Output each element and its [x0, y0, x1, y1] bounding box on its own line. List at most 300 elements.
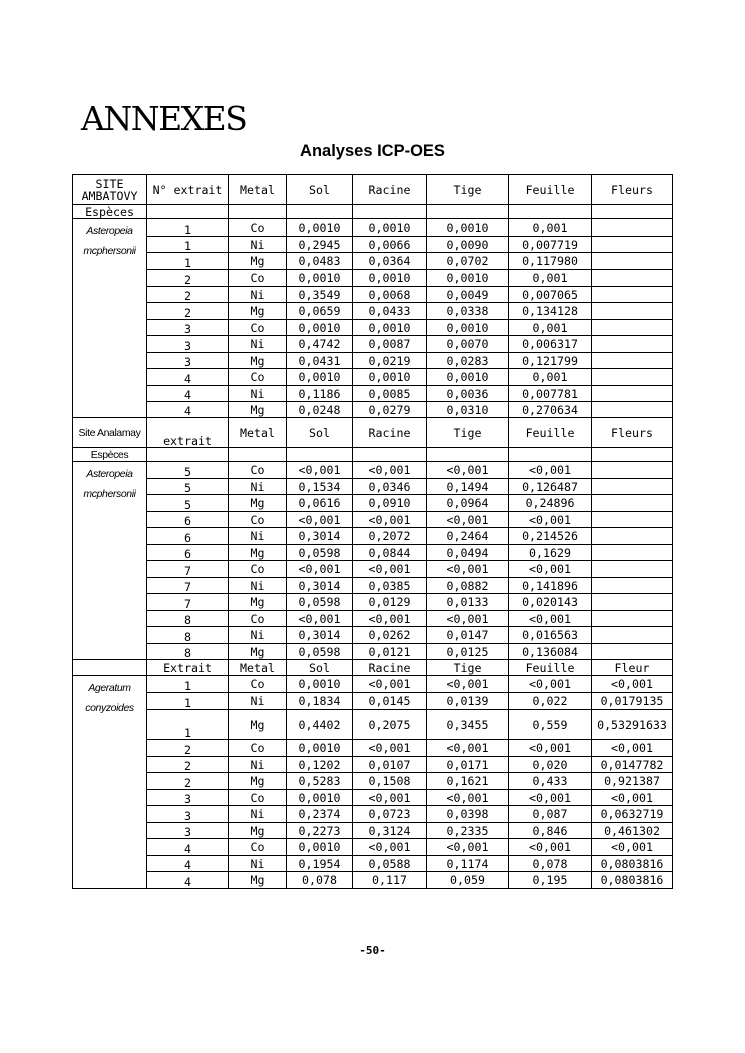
empty-cell: [509, 205, 592, 219]
sol-cell: 0,2273: [287, 823, 353, 839]
sol-cell: 0,0598: [287, 594, 353, 611]
tige-cell: 0,1621: [427, 773, 509, 790]
sol-cell: 0,0616: [287, 495, 353, 512]
fleur-cell: [592, 545, 673, 561]
tige-cell: <0,001: [427, 512, 509, 528]
sol-cell: 0,1834: [287, 693, 353, 710]
tige-cell: 0,0070: [427, 336, 509, 353]
fleur-cell: <0,001: [592, 839, 673, 856]
species-cell: Ageratum conyzoides: [73, 676, 147, 889]
fleur-cell: [592, 578, 673, 594]
fleur-cell: <0,001: [592, 740, 673, 757]
especes-label: Espèces: [73, 205, 147, 219]
tige-cell: 0,059: [427, 872, 509, 889]
table-row: [73, 740, 673, 757]
fleur-cell: [592, 627, 673, 644]
metal-cell: Mg: [229, 823, 287, 839]
tige-cell: 0,0010: [427, 369, 509, 386]
fleur-cell: 0,0632719: [592, 806, 673, 823]
tige-cell: <0,001: [427, 740, 509, 757]
site-header: SITE AMBATOVY: [73, 175, 147, 205]
species-cell: Asteropeia mcphersonii: [73, 462, 147, 660]
feuille-cell: 0,559: [509, 710, 592, 740]
tige-cell: 0,1174: [427, 856, 509, 872]
table-row: [73, 839, 673, 856]
racine-cell: <0,001: [353, 512, 427, 528]
extrait-cell: 6: [147, 512, 229, 528]
sol-cell: 0,1534: [287, 479, 353, 495]
table-row: [73, 676, 673, 693]
empty-cell: [287, 448, 353, 462]
feuille-cell: 0,001: [509, 270, 592, 287]
racine-cell: 0,0433: [353, 303, 427, 320]
table-row: [73, 644, 673, 660]
racine-cell: 0,0145: [353, 693, 427, 710]
empty-cell: [353, 205, 427, 219]
extrait-cell: 8: [147, 611, 229, 627]
fleur-cell: [592, 287, 673, 303]
sol-cell: <0,001: [287, 611, 353, 627]
fleur-cell: [592, 353, 673, 369]
extrait-cell: 2: [147, 773, 229, 790]
table-row: [73, 773, 673, 790]
table-row: [73, 823, 673, 839]
metal-header: Metal: [229, 175, 287, 205]
fleur-cell: [592, 479, 673, 495]
fleur-cell: <0,001: [592, 790, 673, 806]
tige-cell: 0,0494: [427, 545, 509, 561]
table-row: [73, 495, 673, 512]
metal-cell: Mg: [229, 710, 287, 740]
tige-cell: 0,0702: [427, 253, 509, 270]
racine-cell: 0,0068: [353, 287, 427, 303]
racine-cell: 0,0121: [353, 644, 427, 660]
tige-cell: 0,0882: [427, 578, 509, 594]
extrait-cell: 5: [147, 495, 229, 512]
tige-cell: <0,001: [427, 839, 509, 856]
tige-cell: 0,0139: [427, 693, 509, 710]
extrait-cell: 5: [147, 479, 229, 495]
sol-cell: <0,001: [287, 512, 353, 528]
racine-cell: 0,0066: [353, 237, 427, 253]
empty-cell: [592, 448, 673, 462]
feuille-cell: <0,001: [509, 611, 592, 627]
empty-cell: [427, 448, 509, 462]
metal-cell: Ni: [229, 693, 287, 710]
fleur-header: Fleurs: [592, 175, 673, 205]
extrait-header: extrait: [147, 418, 229, 448]
racine-cell: <0,001: [353, 561, 427, 578]
tige-cell: 0,0010: [427, 219, 509, 237]
fleur-cell: [592, 320, 673, 336]
racine-cell: 0,1508: [353, 773, 427, 790]
metal-cell: Mg: [229, 253, 287, 270]
extrait-cell: 4: [147, 839, 229, 856]
racine-cell: <0,001: [353, 462, 427, 479]
racine-cell: 0,0364: [353, 253, 427, 270]
feuille-cell: 0,006317: [509, 336, 592, 353]
extrait-cell: 3: [147, 790, 229, 806]
metal-cell: Ni: [229, 287, 287, 303]
racine-cell: 0,0723: [353, 806, 427, 823]
fleur-cell: [592, 386, 673, 402]
table-row: [73, 336, 673, 353]
extrait-cell: 1: [147, 253, 229, 270]
table-row: [73, 856, 673, 872]
feuille-cell: <0,001: [509, 676, 592, 693]
sol-header: Sol: [287, 175, 353, 205]
fleur-cell: 0,921387: [592, 773, 673, 790]
racine-cell: 0,0346: [353, 479, 427, 495]
sol-cell: 0,1186: [287, 386, 353, 402]
sol-cell: 0,5283: [287, 773, 353, 790]
sol-cell: 0,4402: [287, 710, 353, 740]
metal-cell: Co: [229, 561, 287, 578]
empty-cell: [229, 205, 287, 219]
empty-cell: [229, 448, 287, 462]
extrait-cell: 8: [147, 627, 229, 644]
fleur-cell: 0,0803816: [592, 872, 673, 889]
sol-cell: 0,0010: [287, 676, 353, 693]
metal-cell: Co: [229, 839, 287, 856]
fleur-cell: [592, 594, 673, 611]
fleur-cell: [592, 336, 673, 353]
tige-header: Tige: [427, 175, 509, 205]
feuille-cell: <0,001: [509, 740, 592, 757]
empty-cell: [73, 660, 147, 676]
fleur-cell: [592, 402, 673, 418]
tige-cell: 0,0010: [427, 270, 509, 287]
extrait-cell: 7: [147, 561, 229, 578]
table-row: [73, 386, 673, 402]
racine-cell: 0,0010: [353, 270, 427, 287]
sol-cell: 0,3014: [287, 578, 353, 594]
extrait-cell: 6: [147, 528, 229, 545]
icp-oes-table: [72, 174, 673, 889]
feuille-cell: 0,022: [509, 693, 592, 710]
tige-cell: 0,0036: [427, 386, 509, 402]
table-row: [73, 528, 673, 545]
racine-cell: <0,001: [353, 790, 427, 806]
sol-header: Sol: [287, 660, 353, 676]
tige-cell: <0,001: [427, 561, 509, 578]
species-cell: Asteropeia mcphersonii: [73, 219, 147, 418]
racine-header: Racine: [353, 660, 427, 676]
extrait-cell: 6: [147, 545, 229, 561]
tige-cell: 0,0010: [427, 320, 509, 336]
racine-cell: 0,2072: [353, 528, 427, 545]
sol-cell: 0,0598: [287, 545, 353, 561]
fleur-cell: <0,001: [592, 676, 673, 693]
fleur-cell: 0,53291633: [592, 710, 673, 740]
metal-cell: Mg: [229, 545, 287, 561]
fleur-cell: [592, 495, 673, 512]
metal-cell: Ni: [229, 806, 287, 823]
header-row: [73, 660, 673, 676]
metal-cell: Co: [229, 740, 287, 757]
empty-cell: [353, 448, 427, 462]
metal-cell: Co: [229, 219, 287, 237]
racine-cell: 0,0010: [353, 219, 427, 237]
feuille-cell: <0,001: [509, 839, 592, 856]
racine-cell: 0,0107: [353, 757, 427, 773]
sol-cell: <0,001: [287, 561, 353, 578]
empty-cell: [592, 205, 673, 219]
page-heading: ANNEXES: [81, 99, 247, 138]
tige-cell: 0,2464: [427, 528, 509, 545]
metal-header: Metal: [229, 660, 287, 676]
fleur-cell: [592, 219, 673, 237]
empty-cell: [147, 448, 229, 462]
extrait-cell: 2: [147, 270, 229, 287]
table-row: [73, 253, 673, 270]
sol-cell: 0,0598: [287, 644, 353, 660]
sol-cell: <0,001: [287, 462, 353, 479]
metal-header: Metal: [229, 418, 287, 448]
sol-cell: 0,0010: [287, 790, 353, 806]
metal-cell: Mg: [229, 303, 287, 320]
extrait-cell: 3: [147, 353, 229, 369]
sol-cell: 0,0010: [287, 219, 353, 237]
extrait-cell: 4: [147, 402, 229, 418]
metal-cell: Mg: [229, 773, 287, 790]
metal-cell: Mg: [229, 402, 287, 418]
extrait-header: N° extrait: [147, 175, 229, 205]
racine-cell: 0,0279: [353, 402, 427, 418]
tige-cell: 0,0171: [427, 757, 509, 773]
extrait-cell: 2: [147, 757, 229, 773]
racine-cell: 0,2075: [353, 710, 427, 740]
extrait-cell: 1: [147, 219, 229, 237]
extrait-cell: 2: [147, 303, 229, 320]
fleur-cell: [592, 611, 673, 627]
feuille-cell: 0,016563: [509, 627, 592, 644]
fleur-cell: [592, 462, 673, 479]
empty-cell: [287, 205, 353, 219]
feuille-header: Feuille: [509, 660, 592, 676]
fleur-cell: [592, 561, 673, 578]
table-row: [73, 462, 673, 479]
tige-cell: 0,0398: [427, 806, 509, 823]
feuille-header: Feuille: [509, 418, 592, 448]
empty-cell: [147, 205, 229, 219]
metal-cell: Ni: [229, 336, 287, 353]
racine-cell: 0,0910: [353, 495, 427, 512]
sol-cell: 0,0483: [287, 253, 353, 270]
extrait-cell: 4: [147, 872, 229, 889]
feuille-cell: 0,007719: [509, 237, 592, 253]
table-row: [73, 512, 673, 528]
feuille-cell: 0,020: [509, 757, 592, 773]
sol-cell: 0,0431: [287, 353, 353, 369]
especes-row: [73, 448, 673, 462]
metal-cell: Ni: [229, 578, 287, 594]
table-row: [73, 303, 673, 320]
extrait-cell: 4: [147, 369, 229, 386]
racine-cell: 0,0010: [353, 320, 427, 336]
table-row: [73, 353, 673, 369]
table-row: [73, 611, 673, 627]
extrait-cell: 1: [147, 710, 229, 740]
table-row: [73, 710, 673, 740]
racine-cell: 0,0588: [353, 856, 427, 872]
table-row: [73, 369, 673, 386]
racine-cell: <0,001: [353, 611, 427, 627]
tige-cell: 0,0133: [427, 594, 509, 611]
metal-cell: Ni: [229, 237, 287, 253]
fleur-cell: [592, 369, 673, 386]
tige-cell: <0,001: [427, 676, 509, 693]
site-header: Site Analamay: [73, 418, 147, 448]
feuille-cell: 0,195: [509, 872, 592, 889]
fleur-cell: [592, 237, 673, 253]
extrait-cell: 1: [147, 676, 229, 693]
feuille-cell: 0,24896: [509, 495, 592, 512]
table-row: [73, 790, 673, 806]
table-row: [73, 402, 673, 418]
racine-cell: 0,0010: [353, 369, 427, 386]
metal-cell: Co: [229, 790, 287, 806]
extrait-cell: 5: [147, 462, 229, 479]
table-row: [73, 693, 673, 710]
especes-label: Espèces: [73, 448, 147, 462]
table-row: [73, 872, 673, 889]
feuille-cell: <0,001: [509, 512, 592, 528]
tige-header: Tige: [427, 660, 509, 676]
metal-cell: Mg: [229, 594, 287, 611]
table-row: [73, 270, 673, 287]
fleur-header: Fleurs: [592, 418, 673, 448]
racine-cell: 0,0219: [353, 353, 427, 369]
extrait-cell: 4: [147, 386, 229, 402]
feuille-cell: 0,078: [509, 856, 592, 872]
feuille-cell: 0,433: [509, 773, 592, 790]
sol-cell: 0,0010: [287, 839, 353, 856]
page-number: -50-: [359, 944, 386, 957]
fleur-cell: [592, 644, 673, 660]
racine-cell: 0,0262: [353, 627, 427, 644]
tige-cell: <0,001: [427, 790, 509, 806]
table-row: [73, 237, 673, 253]
fleur-cell: [592, 270, 673, 287]
fleur-cell: 0,0803816: [592, 856, 673, 872]
feuille-cell: 0,001: [509, 219, 592, 237]
feuille-cell: 0,001: [509, 320, 592, 336]
feuille-cell: 0,020143: [509, 594, 592, 611]
table-row: [73, 757, 673, 773]
table-row: [73, 219, 673, 237]
feuille-cell: <0,001: [509, 790, 592, 806]
metal-cell: Co: [229, 270, 287, 287]
sol-header: Sol: [287, 418, 353, 448]
table-row: [73, 545, 673, 561]
tige-cell: <0,001: [427, 462, 509, 479]
feuille-cell: 0,134128: [509, 303, 592, 320]
metal-cell: Mg: [229, 644, 287, 660]
feuille-cell: 0,846: [509, 823, 592, 839]
tige-cell: 0,0964: [427, 495, 509, 512]
table-row: [73, 594, 673, 611]
extrait-cell: 1: [147, 237, 229, 253]
tige-cell: 0,0090: [427, 237, 509, 253]
tige-cell: 0,0147: [427, 627, 509, 644]
metal-cell: Co: [229, 320, 287, 336]
sol-cell: 0,0659: [287, 303, 353, 320]
feuille-cell: 0,136084: [509, 644, 592, 660]
metal-cell: Ni: [229, 479, 287, 495]
sol-cell: 0,0010: [287, 320, 353, 336]
extrait-cell: 2: [147, 287, 229, 303]
sol-cell: 0,2374: [287, 806, 353, 823]
racine-cell: 0,0129: [353, 594, 427, 611]
table-title: [0, 140, 745, 162]
table-row: [73, 561, 673, 578]
tige-cell: 0,0338: [427, 303, 509, 320]
metal-cell: Ni: [229, 528, 287, 545]
tige-cell: <0,001: [427, 611, 509, 627]
racine-cell: 0,117: [353, 872, 427, 889]
metal-cell: Mg: [229, 872, 287, 889]
racine-header: Racine: [353, 418, 427, 448]
sol-cell: 0,3549: [287, 287, 353, 303]
metal-cell: Co: [229, 676, 287, 693]
header-row: [73, 175, 673, 205]
racine-cell: <0,001: [353, 676, 427, 693]
feuille-cell: <0,001: [509, 561, 592, 578]
metal-cell: Co: [229, 369, 287, 386]
fleur-cell: [592, 253, 673, 270]
feuille-cell: 0,214526: [509, 528, 592, 545]
metal-cell: Ni: [229, 627, 287, 644]
racine-header: Racine: [353, 175, 427, 205]
feuille-cell: 0,117980: [509, 253, 592, 270]
feuille-cell: 0,1629: [509, 545, 592, 561]
racine-cell: 0,3124: [353, 823, 427, 839]
sol-cell: 0,0010: [287, 740, 353, 757]
extrait-cell: 3: [147, 823, 229, 839]
feuille-cell: 0,121799: [509, 353, 592, 369]
fleur-cell: 0,0147782: [592, 757, 673, 773]
tige-cell: 0,0125: [427, 644, 509, 660]
metal-cell: Ni: [229, 757, 287, 773]
tige-cell: 0,3455: [427, 710, 509, 740]
sol-cell: 0,3014: [287, 627, 353, 644]
extrait-cell: 1: [147, 693, 229, 710]
sol-cell: 0,4742: [287, 336, 353, 353]
feuille-cell: 0,141896: [509, 578, 592, 594]
tige-cell: 0,0310: [427, 402, 509, 418]
sol-cell: 0,1202: [287, 757, 353, 773]
feuille-cell: 0,007781: [509, 386, 592, 402]
metal-cell: Ni: [229, 386, 287, 402]
racine-cell: 0,0385: [353, 578, 427, 594]
sol-cell: 0,0010: [287, 369, 353, 386]
empty-cell: [509, 448, 592, 462]
table-row: [73, 287, 673, 303]
extrait-cell: 2: [147, 740, 229, 757]
sol-cell: 0,0010: [287, 270, 353, 287]
fleur-cell: 0,0179135: [592, 693, 673, 710]
metal-cell: Ni: [229, 856, 287, 872]
extrait-header: Extrait: [147, 660, 229, 676]
fleur-header: Fleur: [592, 660, 673, 676]
extrait-cell: 7: [147, 594, 229, 611]
table-row: [73, 806, 673, 823]
feuille-cell: 0,126487: [509, 479, 592, 495]
empty-cell: [427, 205, 509, 219]
racine-cell: 0,0085: [353, 386, 427, 402]
sol-cell: 0,078: [287, 872, 353, 889]
